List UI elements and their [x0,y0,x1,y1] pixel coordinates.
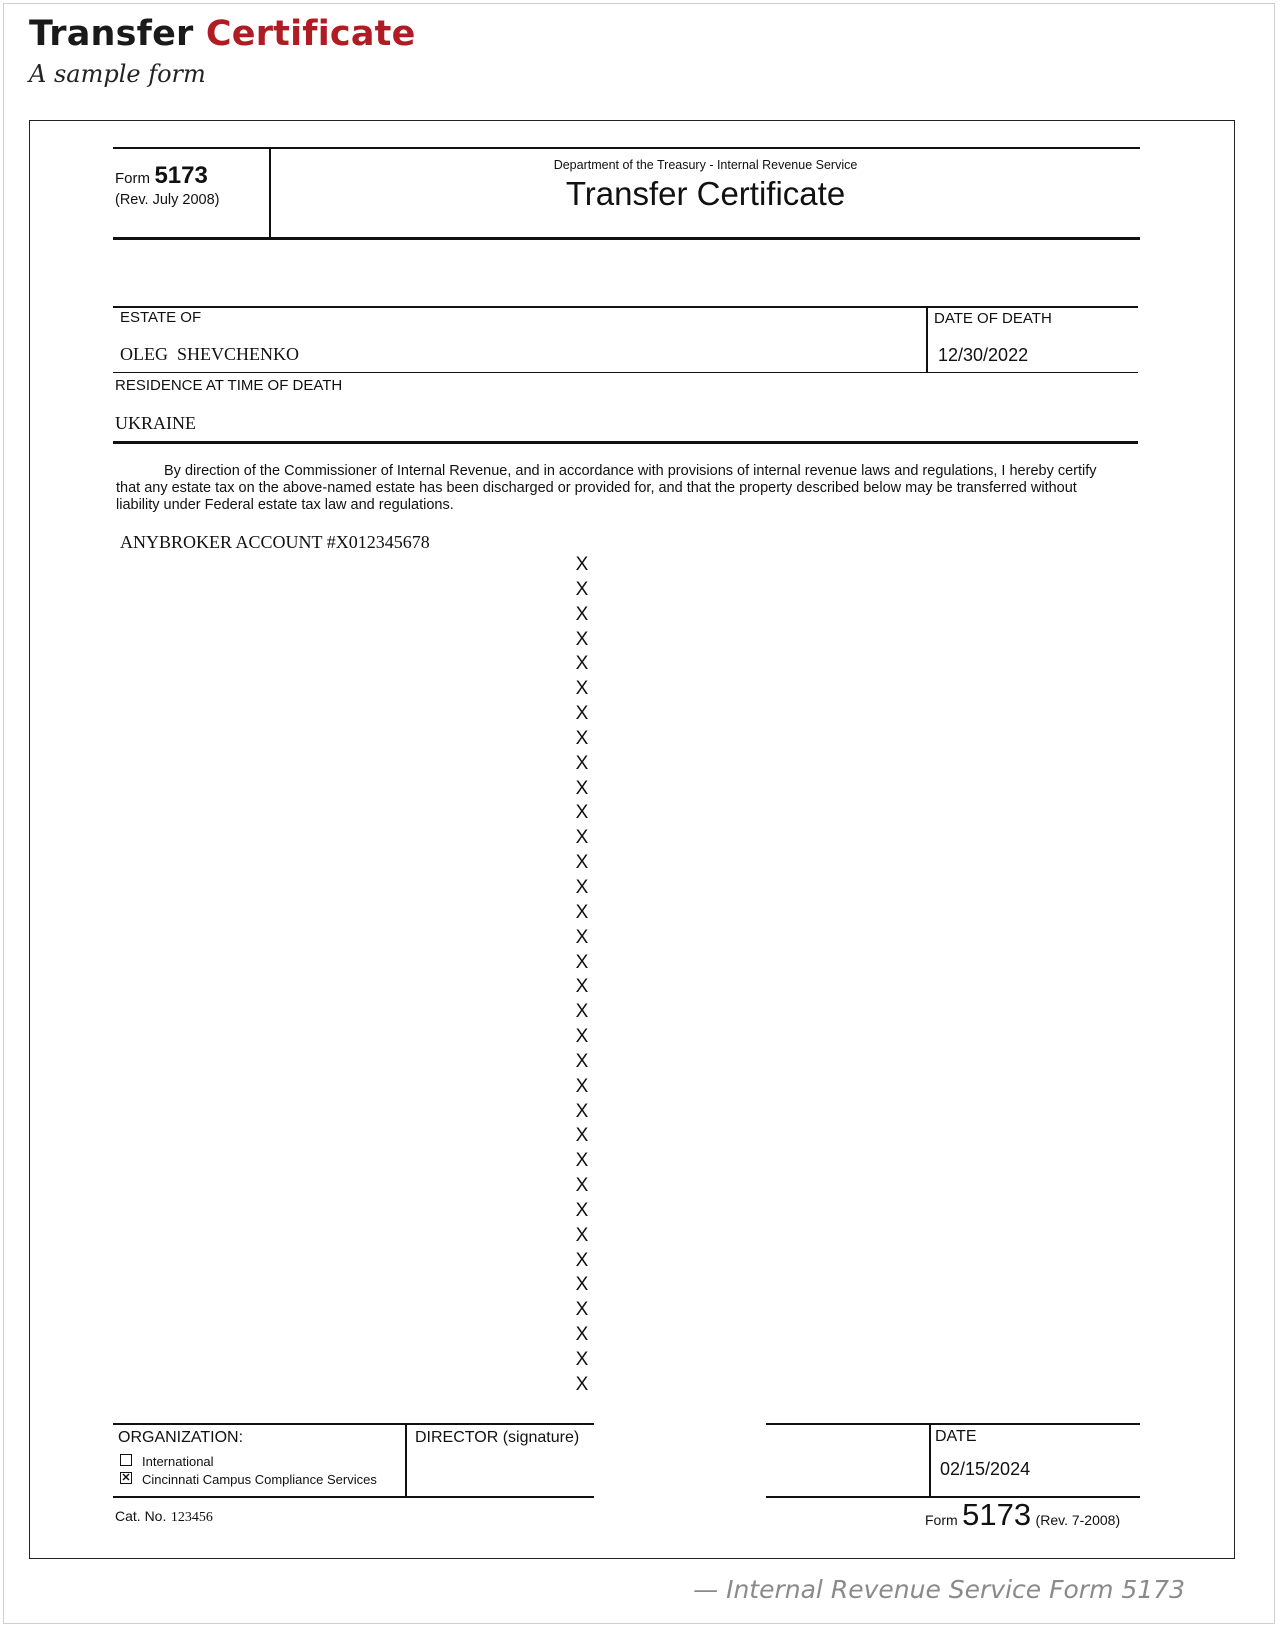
x-mark: X [575,1050,589,1072]
x-mark: X [575,554,589,575]
x-mark: X [575,901,589,923]
footer-form-revision: (Rev. 7-2008) [1035,1512,1121,1528]
department-label: Department of the Treasury - Internal Revenue Service [553,158,858,172]
x-mark: X [575,777,589,799]
x-mark: X [575,603,589,625]
x-mark: X [575,1150,589,1172]
x-mark: X [575,1026,589,1048]
x-mark: X [575,1349,589,1370]
form-5173 [29,120,1235,1559]
form-prefix: Form [115,170,150,187]
x-mark: X [575,1249,589,1271]
x-mark: X [575,703,589,725]
x-mark: X [575,1199,589,1221]
org-divider [405,1423,407,1498]
estate-of-label: ESTATE OF [120,309,202,326]
date-of-death-value: 12/30/2022 [938,345,1029,365]
x-mark: X [575,1001,589,1023]
form-number-block [115,162,208,190]
x-mark: X [575,802,589,824]
date-divider [929,1423,931,1498]
residence-value: UKRAINE [115,413,196,433]
form-title: Transfer Certificate [565,175,846,212]
x-mark: X [575,678,589,700]
org-international-checkbox[interactable] [120,1454,132,1466]
x-mark: X [575,578,589,600]
x-mark: X [575,1274,589,1296]
x-mark: X [575,752,589,774]
x-mark: X [575,926,589,948]
date-label: DATE [935,1428,977,1445]
x-mark: X [575,827,589,849]
x-mark: X [575,852,589,874]
org-international-label: International [142,1454,214,1469]
estate-of-value: OLEG SHEVCHENKO [120,344,299,364]
certification-paragraph: By direction of the Commissioner of Internal Revenue, and in accordance with provisions of internal revenue laws and regulations, I hereby certify that any estate tax on the above-named estate has been discharged or provided for, and that the property described below may be transferred without liability under Federal estate tax law and regulations. [116,463,1097,513]
footer-form-value: 5173 [962,1497,1032,1532]
date-top-rule [766,1423,1140,1425]
estate-bottom-rule [113,372,1138,373]
cat-number [115,1508,213,1526]
org-cincinnati-checkbox[interactable]: ✕ [121,1472,131,1484]
org-top-rule [113,1423,594,1425]
estate-top-rule [113,306,1138,308]
org-bottom-rule [113,1496,594,1498]
x-mark: X [575,1100,589,1122]
x-mark: X [575,628,589,650]
x-mark: X [575,1299,589,1321]
date-of-death-label: DATE OF DEATH [934,310,1052,327]
form-number: 5173 [154,162,208,189]
x-mark: X [575,1373,589,1395]
x-mark-column [572,553,592,1398]
x-mark: X [575,653,589,675]
residence-label: RESIDENCE AT TIME OF DEATH [115,377,343,394]
source-caption: — Internal Revenue Service Form 5173 [693,1575,1185,1604]
x-mark: X [575,1175,589,1197]
date-value: 02/15/2024 [940,1459,1031,1479]
footer-form-prefix: Form [925,1512,958,1528]
director-label: DIRECTOR (signature) [415,1429,580,1446]
certification-text [116,463,1116,514]
x-mark: X [575,951,589,973]
org-cincinnati-label: Cincinnati Campus Compliance Services [142,1472,377,1487]
residence-bottom-rule [113,441,1138,444]
header-top-rule [113,147,1140,149]
cat-label: Cat. No. [115,1508,167,1524]
x-mark: X [575,1075,589,1097]
x-mark: X [575,876,589,898]
title-part-1: Transfer [29,14,206,54]
cat-value: 123456 [170,1510,213,1525]
title-part-2: Certificate [205,14,416,54]
header-bottom-rule [113,237,1140,240]
x-mark: X [575,727,589,749]
page-subtitle: A sample form [29,60,206,88]
organization-label: ORGANIZATION: [118,1429,244,1446]
estate-divider [926,306,928,373]
page-title [29,14,416,54]
form-revision: (Rev. July 2008) [115,192,220,208]
property-description: ANYBROKER ACCOUNT #X012345678 [120,532,430,552]
footer-form-number [925,1497,1120,1533]
x-mark: X [575,1324,589,1346]
x-mark: X [575,976,589,998]
x-mark: X [575,1125,589,1147]
x-mark: X [575,1224,589,1246]
